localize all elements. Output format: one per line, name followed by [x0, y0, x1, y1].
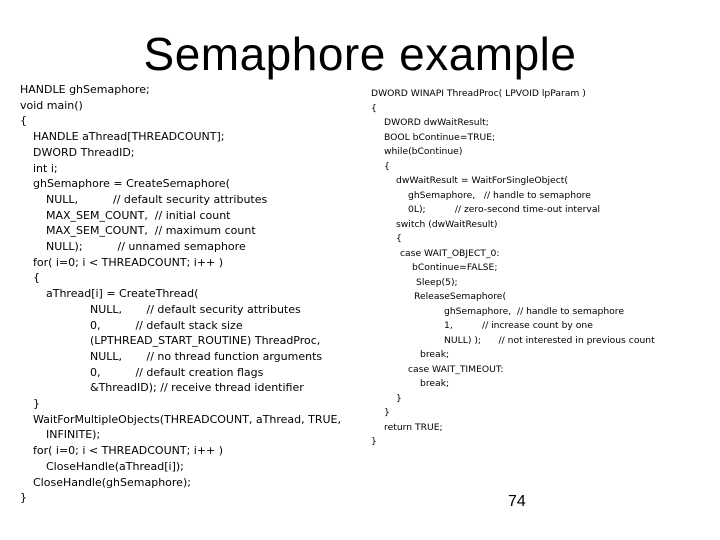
- code-line: switch (dwWaitResult): [396, 218, 498, 230]
- code-line: DWORD ThreadID;: [33, 145, 135, 159]
- code-line: CloseHandle(ghSemaphore);: [33, 475, 191, 489]
- code-line: MAX_SEM_COUNT, // initial count: [46, 208, 231, 222]
- code-line: dwWaitResult = WaitForSingleObject(: [396, 175, 568, 186]
- code-line: NULL, // no thread function arguments: [90, 349, 323, 363]
- code-line: HANDLE ghSemaphore;: [20, 83, 150, 96]
- code-line: Sleep(5);: [416, 276, 458, 288]
- code-line: {: [33, 271, 40, 285]
- code-line: int i;: [33, 161, 58, 175]
- code-line: {: [396, 233, 402, 244]
- code-line: }: [33, 397, 40, 410]
- code-line: case WAIT_OBJECT_0:: [400, 247, 500, 259]
- code-line: for( i=0; i < THREADCOUNT; i++ ): [33, 444, 224, 458]
- code-line: DWORD WINAPI ThreadProc( LPVOID lpParam ): [371, 88, 586, 99]
- code-line: INFINITE);: [46, 428, 101, 442]
- code-line: 0L); // zero-second time-out interval: [408, 204, 601, 215]
- code-line: ghSemaphore, // handle to semaphore: [408, 189, 591, 201]
- code-line: return TRUE;: [384, 421, 443, 433]
- code-line: &ThreadID); // receive thread identifier: [90, 381, 304, 395]
- code-line: ghSemaphore, // handle to semaphore: [444, 305, 624, 317]
- page-number: 74: [508, 493, 526, 510]
- code-line: }: [396, 392, 402, 404]
- code-line: break;: [420, 349, 450, 360]
- code-line: }: [384, 407, 390, 418]
- code-line: CloseHandle(aThread[i]);: [46, 459, 184, 473]
- code-line: 0, // default creation flags: [90, 365, 264, 379]
- code-line: ghSemaphore = CreateSemaphore(: [33, 177, 230, 191]
- code-line: ReleaseSemaphore(: [414, 291, 507, 302]
- code-line: {: [384, 160, 390, 172]
- code-line: NULL, // default security attributes: [90, 302, 301, 316]
- code-line: NULL) ); // not interested in previous count: [444, 334, 655, 346]
- code-line: WaitForMultipleObjects(THREADCOUNT, aThread, TRUE,: [33, 412, 341, 426]
- code-line: for( i=0; i < THREADCOUNT; i++ ): [33, 255, 224, 269]
- code-line: BOOL bContinue=TRUE;: [384, 131, 496, 143]
- code-line: NULL); // unnamed semaphore: [46, 240, 246, 253]
- code-line: 1, // increase count by one: [444, 320, 593, 331]
- slide-title: Semaphore example: [143, 28, 577, 80]
- code-line: aThread[i] = CreateThread(: [46, 287, 199, 301]
- code-line: {: [20, 114, 27, 128]
- code-line: }: [371, 436, 377, 447]
- code-line: MAX_SEM_COUNT, // maximum count: [46, 224, 256, 238]
- code-line: while(bContinue): [384, 146, 463, 157]
- code-line: void main(): [20, 98, 83, 112]
- code-line: break;: [420, 378, 450, 389]
- code-line: HANDLE aThread[THREADCOUNT];: [33, 130, 225, 144]
- code-line: }: [20, 491, 27, 505]
- code-line: NULL, // default security attributes: [46, 192, 268, 206]
- code-line: case WAIT_TIMEOUT:: [408, 363, 504, 375]
- code-line: 0, // default stack size: [90, 318, 243, 332]
- code-line: (LPTHREAD_START_ROUTINE) ThreadProc,: [90, 334, 321, 348]
- code-line: bContinue=FALSE;: [412, 262, 498, 273]
- code-line: DWORD dwWaitResult;: [384, 117, 489, 128]
- code-line: {: [371, 102, 377, 114]
